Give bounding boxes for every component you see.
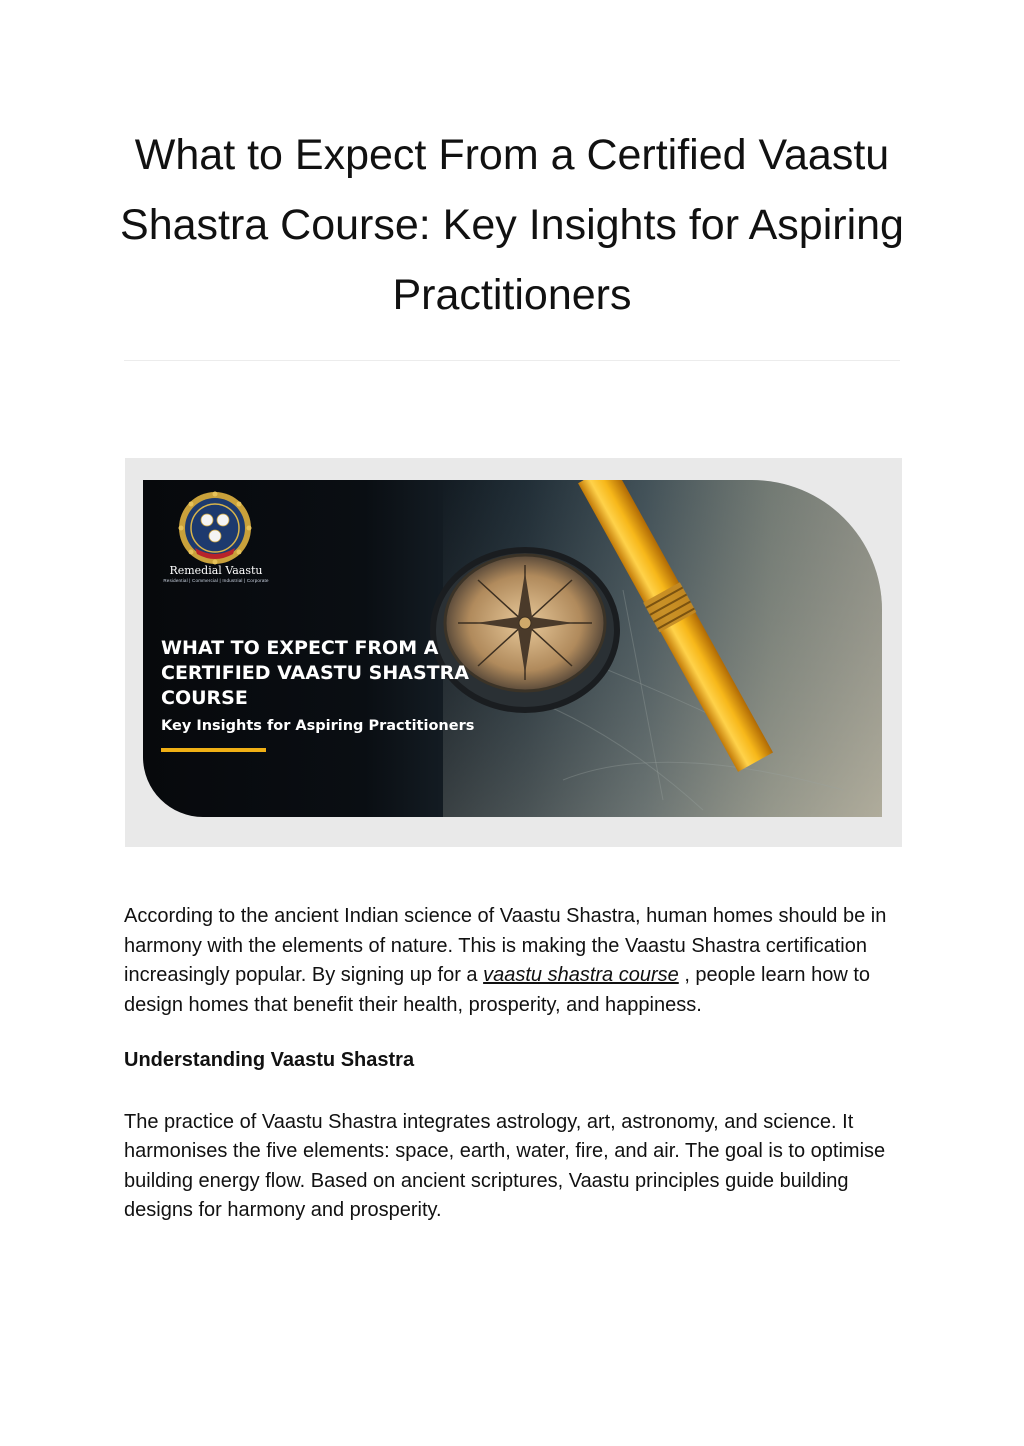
intro-paragraph <box>124 902 909 1020</box>
intro-text-end: , people learn how to design homes that benefit their health, prosperity, and happiness. <box>124 964 871 1016</box>
banner-headline-line1: WHAT TO EXPECT FROM A <box>161 637 439 659</box>
vaastu-course-link[interactable]: vaastu shastra course <box>483 964 679 986</box>
banner-accent-line <box>161 748 266 752</box>
brand-tagline: Residential | Commercial | Industrial | Corporate <box>163 578 269 583</box>
banner-image-frame <box>125 458 902 847</box>
banner-headline <box>161 636 521 711</box>
article-body <box>124 902 909 1226</box>
document-title: What to Expect From a Certified Vaastu Shastra Course: Key Insights for Aspiring Practitioners <box>120 131 904 319</box>
intro-text-start: According to the ancient Indian science of Vaastu Shastra, human homes should be in harmony with the elements of nature. This is making the Vaastu Shastra certification increasingly popular. By signing up for a <box>124 905 887 986</box>
banner-subheadline: Key Insights for Aspiring Practitioners <box>161 718 475 734</box>
banner-image <box>143 480 882 817</box>
banner-headline-line3: COURSE <box>161 687 248 709</box>
brand-name: Remedial Vaastu <box>169 564 263 577</box>
remedial-vaastu-logo-icon <box>177 490 253 566</box>
banner-headline-line2: CERTIFIED VAASTU SHASTRA <box>161 662 469 684</box>
title-divider <box>124 360 900 361</box>
section-heading: Understanding Vaastu Shastra <box>124 1049 415 1071</box>
section-paragraph: The practice of Vaastu Shastra integrates astrology, art, astronomy, and science. It harmonises the five elements: space, earth, water, fire, and air. The goal is to optimise building energy flow. Based on ancient scriptures, Vaastu principles guide building designs for harmony and prosperity. <box>124 1110 886 1221</box>
